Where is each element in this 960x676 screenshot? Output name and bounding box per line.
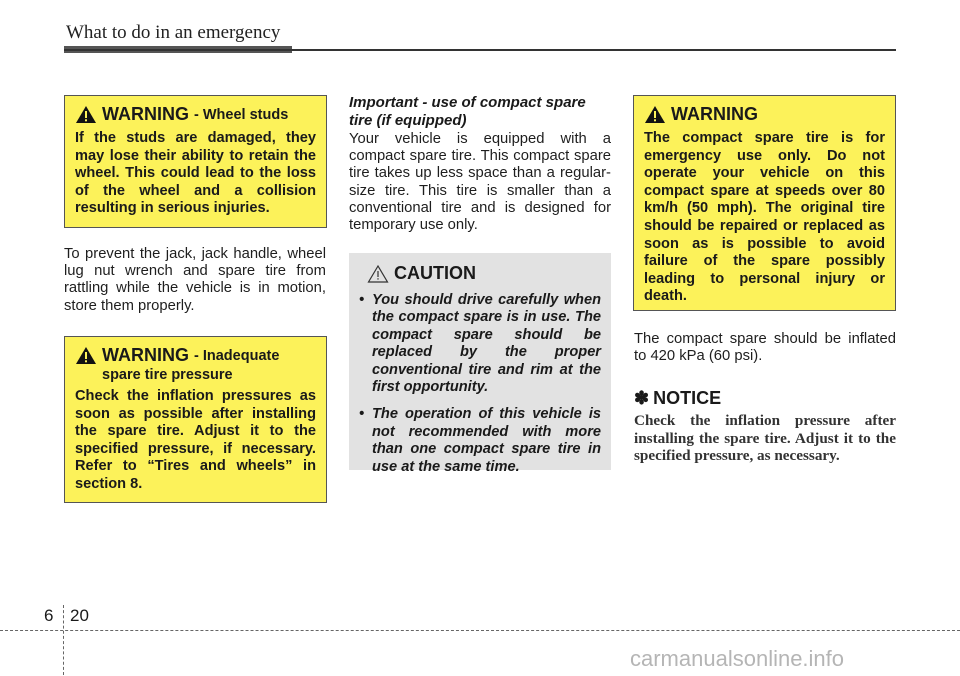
warning-body: Check the inflation pressures as soon as possible after installing the spare tire. Adjust it to the specified pressure, if necessary. Refer to “Tires and wheels” in section 8. (75, 388, 316, 492)
storage-paragraph: To prevent the jack, jack handle, wheel lug nut wrench and spare tire from rattling while the vehicle is in motion, store them properly. (64, 246, 326, 314)
warning-triangle-icon (644, 105, 666, 124)
watermark: carmanualsonline.info (630, 646, 845, 671)
section-number: 6 (44, 606, 54, 625)
caution-box (349, 253, 611, 475)
warning-subtitle: - Inadequate (194, 347, 280, 364)
warning-subtitle-line2: spare tire pressure (102, 367, 233, 383)
footer-divider (63, 605, 64, 675)
caution-list (359, 292, 601, 476)
warning-keyword: WARNING (671, 104, 758, 124)
warning-subtitle: - Wheel studs (194, 106, 289, 123)
caution-box-header (359, 263, 601, 284)
warning-keyword: WARNING (102, 104, 189, 124)
warning-box-header (75, 104, 316, 125)
warning-box-wheel-studs (64, 95, 327, 228)
compact-spare-subheading: Important - use of compact spare tire (if equipped) (349, 94, 586, 129)
page-number: 20 (70, 606, 89, 625)
warning-box-compact-spare (633, 95, 896, 311)
header-rule (64, 49, 896, 51)
warning-box-header (75, 345, 316, 366)
footer-rule (0, 630, 960, 631)
notice-body: Check the inflation pressure after installing the spare tire. Adjust it to the specified pressure, as necessary. (634, 412, 896, 465)
caution-triangle-icon (367, 264, 389, 283)
warning-triangle-icon (75, 105, 97, 124)
warning-triangle-icon (75, 346, 97, 365)
notice-title (634, 388, 721, 409)
warning-body: If the studs are damaged, they may lose their ability to retain the wheel. This could lead to the loss of the wheel and a collision resulting in serious injuries. (75, 130, 316, 217)
caution-keyword: CAUTION (394, 263, 476, 283)
notice-star-icon: ✽ (634, 388, 650, 408)
caution-item: • The operation of this vehicle is not recommended with more than one compact spare tire in use at the same time. (359, 406, 601, 475)
page-header-title: What to do in an emergency (66, 22, 281, 43)
warning-keyword: WARNING (102, 345, 189, 365)
compact-spare-paragraph: Your vehicle is equipped with a compact spare tire. This compact spare tire takes up less space than a regular-size tire. This tire is smaller than a conventional tire and is designed for temporary use only. (349, 131, 611, 234)
warning-box-header (644, 104, 885, 125)
inflation-paragraph: The compact spare should be inflated to 420 kPa (60 psi). (634, 331, 896, 365)
warning-box-spare-pressure (64, 336, 327, 503)
notice-keyword: NOTICE (653, 388, 722, 408)
caution-item: • You should drive carefully when the compact spare is in use. The compact spare should be replaced by the proper conventional tire and rim at the first opportunity. (359, 292, 601, 396)
warning-body: The compact spare tire is for emergency use only. Do not operate your vehicle on this compact spare at speeds over 80 km/h (50 mph). The original tire should be repaired or replaced as soon as is possible to avoid failure of the spare possibly leading to personal injury or death. (644, 130, 885, 305)
